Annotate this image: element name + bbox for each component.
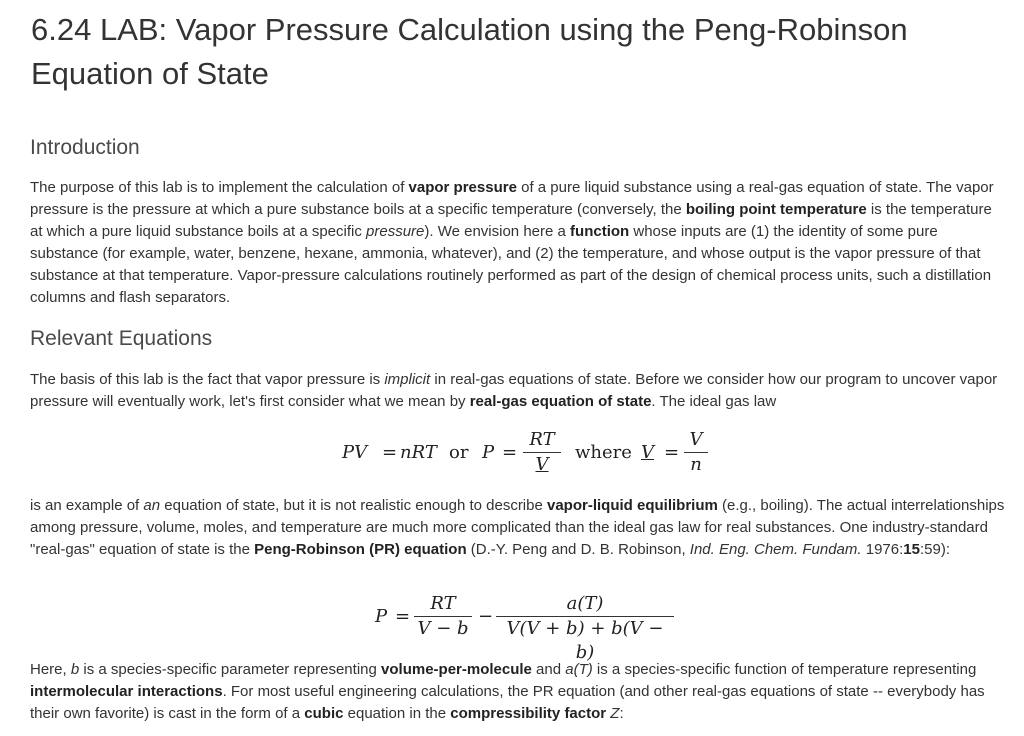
eq1-vbar-den: V <box>535 454 549 475</box>
eq1-numerator-2: V <box>684 428 708 453</box>
cf-text-5: . For most useful engineering calculations, the PR equation (and other real-gas equations of state -- everybody has their own favorite) is cast in the form of a <box>30 683 985 722</box>
pr-text-6: :59): <box>919 541 950 558</box>
term-implicit: implicit <box>384 371 431 388</box>
pr-text-2: equation of state, but it is not realistic enough to describe <box>160 497 547 514</box>
eq2-fraction-2 <box>496 592 674 665</box>
cf-text-8: : <box>619 705 624 722</box>
eq1-vbar-text: V <box>641 442 654 463</box>
journal-name: Ind. Eng. Chem. Fundam. <box>689 541 862 558</box>
eq1-equals-1: = <box>382 442 398 463</box>
term-real-gas-equation-of-state: real-gas equation of state <box>469 393 652 410</box>
eq2-numerator-2: a(T) <box>496 592 674 617</box>
relevant-text-3: . The ideal gas law <box>651 393 777 410</box>
eq1-pv: PV <box>342 442 368 463</box>
term-volume-per-molecule: volume-per-molecule <box>381 661 532 678</box>
eq2-fraction-1 <box>414 592 472 641</box>
term-function: function <box>570 223 630 240</box>
eq1-denominator-2: n <box>690 454 702 475</box>
var-z: Z <box>610 705 620 722</box>
eq1-where: where <box>575 442 632 463</box>
intro-text-1: The purpose of this lab is to implement the calculation of <box>30 179 409 196</box>
pr-text-4: (D.-Y. Peng and D. B. Robinson, <box>466 541 690 558</box>
relevant-text-2: in real-gas equations of state. Before we consider how our program to uncover vapor pressure will eventually work, let's first consider what we mean by <box>30 371 998 410</box>
pr-text-5: 1976: <box>861 541 904 558</box>
eq1-or: or <box>449 442 469 463</box>
pr-text-1: is an example of <box>30 497 144 514</box>
eq1-nrt: nRT <box>400 442 437 463</box>
eq2-denominator-2: V(V + b) + b(V − b) <box>506 618 664 663</box>
term-cubic: cubic <box>304 705 344 722</box>
introduction-heading: Introduction <box>30 136 140 159</box>
eq1-equals-3: = <box>664 442 680 463</box>
term-boiling-point-temperature: boiling point temperature <box>685 201 867 218</box>
term-peng-robinson-equation: Peng-Robinson (PR) equation <box>254 541 467 558</box>
pr-text-3: (e.g., boiling). The actual interrelationships among pressure, volume, moles, and temperature are much more complicated than the ideal gas law for real substances. One industry-standard "real-gas" equation of state is the <box>30 497 1005 558</box>
term-vapor-pressure: vapor pressure <box>408 179 517 196</box>
cf-text-2: is a species-specific parameter representing <box>79 661 382 678</box>
eq2-numerator-1: RT <box>414 592 472 617</box>
intro-text-4: ). We envision here a <box>424 223 571 240</box>
term-vapor-liquid-equilibrium: vapor-liquid equilibrium <box>547 497 718 514</box>
cf-text-4: is a species-specific function of temperature representing <box>592 661 977 678</box>
relevant-text-1: The basis of this lab is the fact that vapor pressure is <box>30 371 385 388</box>
eq1-numerator: RT <box>523 428 561 453</box>
intro-text-3: is the temperature at which a pure liquid substance boils at a specific <box>30 201 992 240</box>
cf-text-1: Here, <box>30 661 71 678</box>
term-compressibility-factor: compressibility factor <box>450 705 607 722</box>
page-title: 6.24 LAB: Vapor Pressure Calculation using the Peng-Robinson Equation of State <box>31 12 908 91</box>
var-a-of-t: a(T) <box>565 661 593 678</box>
compressibility-paragraph <box>30 659 1005 725</box>
eq1-equals-2: = <box>502 442 518 463</box>
intro-text-2: of a pure liquid substance using a real-gas equation of state. The vapor pressure is the pressure at which a pure substance boils at a specific temperature (conversely, the <box>30 179 994 218</box>
eq1-p: P <box>482 442 495 463</box>
intro-text-5: whose inputs are (1) the identity of some pure substance (for example, water, benzene, hexane, ammonia, whatever), and (2) the temperature, and whose output is the vapor pressure of that substance at that temperature. Vapor-pressure calculations routinely performed as part of the design of chemical process units, such a distillation columns and flash separators. <box>30 223 992 306</box>
eq2-denominator-1: V − b <box>417 618 469 639</box>
var-b: b <box>70 661 80 678</box>
eq2-p: P <box>375 606 388 627</box>
term-pressure: pressure <box>366 223 425 240</box>
journal-volume: 15 <box>903 541 920 558</box>
cf-text-6: equation in the <box>343 705 451 722</box>
term-intermolecular-interactions: intermolecular interactions <box>30 683 223 700</box>
eq2-equals: = <box>395 606 411 627</box>
relevant-equations-heading: Relevant Equations <box>30 327 213 350</box>
eq2-minus: − <box>478 606 494 627</box>
term-an: an <box>143 497 161 514</box>
cf-text-3: and <box>531 661 566 678</box>
